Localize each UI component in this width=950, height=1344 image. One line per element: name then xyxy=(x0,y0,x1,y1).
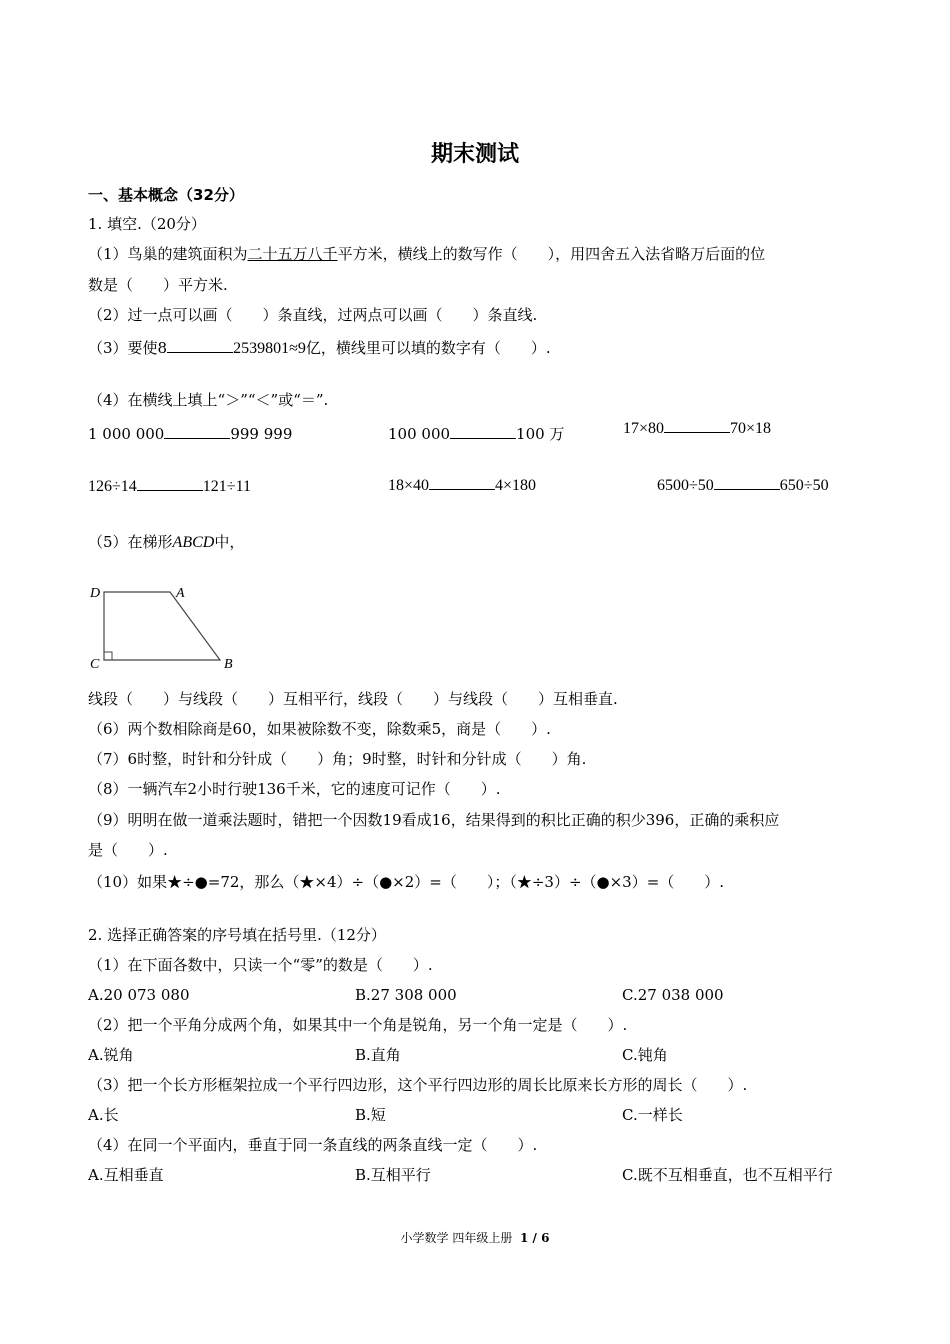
right-value: 100 万 xyxy=(516,425,565,443)
page-title: 期末测试 xyxy=(430,142,519,167)
answer-blank xyxy=(714,475,780,490)
option-a: A.长 xyxy=(88,1106,119,1124)
option-b: B.互相平行 xyxy=(355,1166,431,1184)
comparison xyxy=(657,475,829,496)
choice-question: （1）在下面各数中，只读一个“零”的数是（ ）. xyxy=(88,956,433,974)
question-line: （7）6时整，时针和分针成（ ）角；9时整，时针和分针成（ ）角. xyxy=(88,750,587,768)
question-line xyxy=(88,338,551,359)
question-line: （8）一辆汽车2小时行驶136千米，它的速度可记作（ ）. xyxy=(88,780,501,798)
option-b: B.直角 xyxy=(355,1046,401,1064)
option-c: C.27 038 000 xyxy=(622,986,724,1004)
option-c: C.一样长 xyxy=(622,1106,683,1124)
question-line: 线段（ ）与线段（ ）互相平行，线段（ ）与线段（ ）互相垂直. xyxy=(88,690,618,708)
question-line xyxy=(88,532,244,553)
text: 亿，横线里可以填的数字有（ ）. xyxy=(305,339,551,357)
comparison xyxy=(388,475,536,496)
left-value: 17×80 xyxy=(623,420,665,437)
choice-question: （4）在同一个平面内，垂直于同一条直线的两条直线一定（ ）. xyxy=(88,1136,538,1154)
option-c: C.钝角 xyxy=(622,1046,668,1064)
text: 中， xyxy=(214,533,245,551)
vertex-label-c: C xyxy=(90,657,100,672)
left-value: 1 000 000 xyxy=(88,425,165,443)
trapezoid-figure xyxy=(86,580,246,675)
question-heading: 2. 选择正确答案的序号填在括号里.（12分） xyxy=(88,926,386,944)
math-expression: 2539801≈9 xyxy=(233,340,306,357)
text: （1）鸟巢的建筑面积为 xyxy=(88,245,248,263)
option-a: A.互相垂直 xyxy=(88,1166,164,1184)
left-value: 126÷14 xyxy=(88,478,137,495)
question-line: （6）两个数相除商是60，如果被除数不变，除数乘5，商是（ ）. xyxy=(88,720,551,738)
comparison xyxy=(88,424,292,444)
question-heading: 1. 填空.（20分） xyxy=(88,215,206,233)
answer-blank xyxy=(137,476,203,491)
question-line xyxy=(88,244,765,264)
left-value: 18×40 xyxy=(388,477,430,494)
page-number: 1 / 6 xyxy=(520,1231,550,1245)
answer-blank xyxy=(429,475,495,490)
left-value: 6500÷50 xyxy=(657,477,714,494)
text: （3）要使8 xyxy=(88,339,168,357)
option-a: A.锐角 xyxy=(88,1046,134,1064)
question-line: （10）如果★÷●=72，那么（★×4）÷（●×2）=（ ）；（★÷3）÷（●×3）=（ ）. xyxy=(88,873,725,891)
question-line: （2）过一点可以画（ ）条直线，过两点可以画（ ）条直线. xyxy=(88,306,538,324)
underlined-number: 二十五万八千 xyxy=(247,245,338,263)
right-value: 121÷11 xyxy=(202,478,251,495)
question-line: 是（ ）. xyxy=(88,841,168,859)
text: 平方米，横线上的数写作（ ），用四舍五入法省略万后面的位 xyxy=(337,245,766,263)
answer-blank xyxy=(450,424,516,439)
right-value: 4×180 xyxy=(495,477,537,494)
vertex-label-d: D xyxy=(90,586,101,601)
right-value: 650÷50 xyxy=(779,477,829,494)
comparison xyxy=(388,424,564,444)
section-heading: 一、基本概念（32分） xyxy=(88,186,244,204)
comparison xyxy=(88,476,251,497)
option-a: A.20 073 080 xyxy=(88,986,190,1004)
footer-text: 小学数学 四年级上册 xyxy=(400,1231,513,1245)
question-line: （4）在横线上填上“＞”“＜”或“＝”. xyxy=(88,391,329,409)
question-line: （9）明明在做一道乘法题时，错把一个因数19看成16，结果得到的积比正确的积少396，正确的乘积应 xyxy=(88,811,780,829)
answer-blank xyxy=(664,418,730,433)
answer-blank xyxy=(164,424,230,439)
vertex-label-a: A xyxy=(176,586,185,601)
comparison xyxy=(623,418,771,439)
option-b: B.短 xyxy=(355,1106,386,1124)
choice-question: （2）把一个平角分成两个角，如果其中一个角是锐角，另一个角一定是（ ）. xyxy=(88,1016,628,1034)
text: （5）在梯形 xyxy=(88,533,173,551)
left-value: 100 000 xyxy=(388,425,451,443)
right-value: 70×18 xyxy=(730,420,772,437)
trapezoid-name: ABCD xyxy=(172,534,215,551)
right-angle-mark xyxy=(104,652,112,660)
trapezoid-shape xyxy=(104,592,220,660)
option-b: B.27 308 000 xyxy=(355,986,457,1004)
right-value: 999 999 xyxy=(230,425,293,443)
page-footer xyxy=(0,1229,950,1246)
vertex-label-b: B xyxy=(224,657,233,672)
option-c: C.既不互相垂直，也不互相平行 xyxy=(622,1166,833,1184)
choice-question: （3）把一个长方形框架拉成一个平行四边形，这个平行四边形的周长比原来长方形的周长（ ）. xyxy=(88,1076,748,1094)
question-line: 数是（ ）平方米. xyxy=(88,276,228,294)
answer-blank xyxy=(167,338,233,353)
